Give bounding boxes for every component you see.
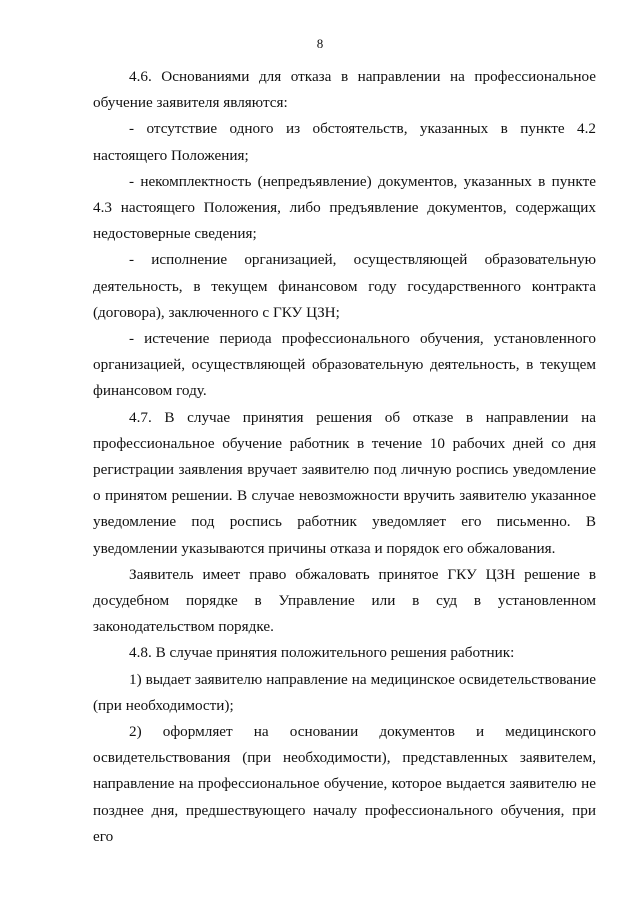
page-number: 8: [316, 36, 324, 51]
paragraph-4-7: 4.7. В случае принятия решения об отказе в направлении на профессиональное обучение работник в течение 10 рабочих дней со дня регистрации заявления вручает заявителю под личную роспись уведомление о принятом решении. В случае невозможности вручить заявителю указанное уведомление под роспись работник уведомляет его письменно. В уведомлении указываются причины отказа и порядок его обжалования.: [93, 408, 596, 557]
paragraph-4-8: 4.8. В случае принятия положительного решения работник:: [129, 644, 515, 662]
list-item-training-period-expired: - истечение периода профессионального обучения, установленного организацией, осуществляющей образовательную деятельность, в текущем финансовом году.: [93, 330, 596, 400]
list-item-incomplete-documents: - некомплектность (непредъявление) документов, указанных в пункте 4.3 настоящего Положения, либо предъявление документов, содержащих недостоверные сведения;: [93, 172, 596, 243]
list-item-training-referral: 2) оформляет на основании документов и медицинского освидетельствования (при необходимости), представленных заявителем, направление на профессиональное обучение, которое выдается заявителю не позднее дня, предшествующего началу профессионального обучения, при его: [93, 723, 596, 845]
list-item-contract-fulfilled: - исполнение организацией, осуществляющей образовательную деятельность, в текущем финансовом году государственного контракта (договора), заключенного с ГКУ ЦЗН;: [93, 251, 596, 321]
paragraph-4-6: 4.6. Основаниями для отказа в направлении на профессиональное обучение заявителя являются:: [93, 68, 596, 112]
list-item-medical-referral: 1) выдает заявителю направление на медицинское освидетельствование (при необходимости);: [93, 670, 596, 714]
list-item-absence-of-circumstances: - отсутствие одного из обстоятельств, указанных в пункте 4.2 настоящего Положения;: [93, 120, 596, 164]
paragraph-appeal-right: Заявитель имеет право обжаловать принятое ГКУ ЦЗН решение в досудебном порядке в Управление или в суд в установленном законодательством порядке.: [93, 565, 596, 636]
document-body: [93, 64, 596, 850]
